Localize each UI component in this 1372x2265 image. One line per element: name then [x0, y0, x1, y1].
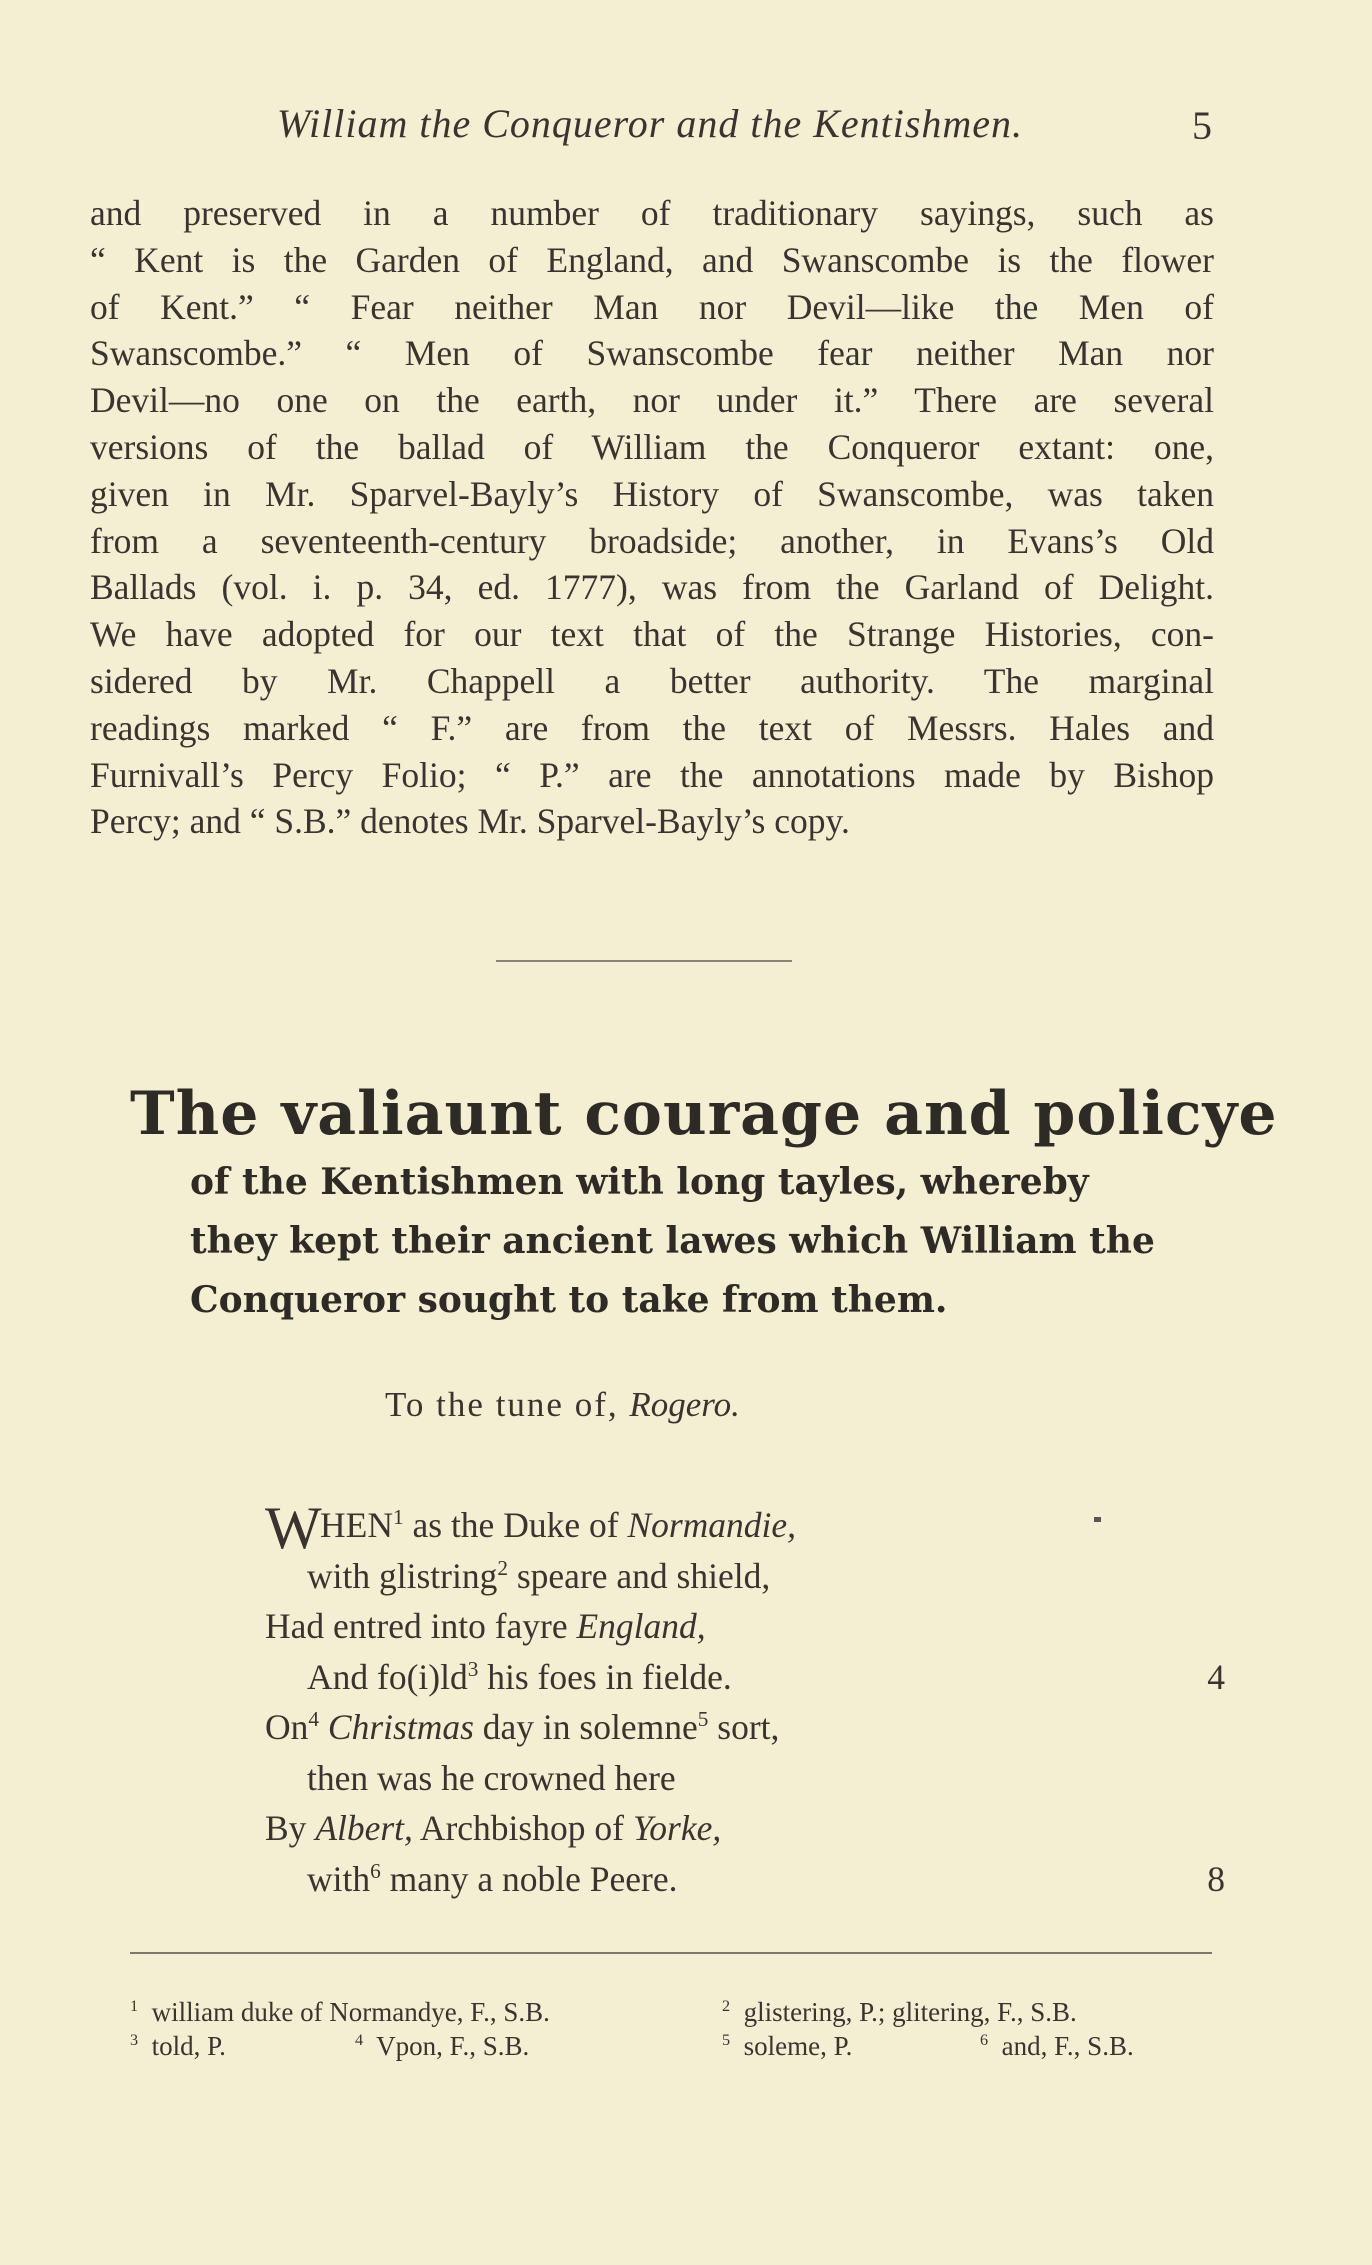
- footnote-ref: 4: [308, 1707, 320, 1732]
- ballad-title-line: The valiaunt courage and policye: [130, 1079, 1278, 1149]
- verse-text: as the Duke of: [403, 1505, 628, 1545]
- footnote-mark: 2: [722, 1997, 731, 2015]
- footnote-text: Vpon, F., S.B.: [376, 2031, 530, 2061]
- footnote-rule: [130, 1952, 1212, 1954]
- footnote: [980, 2029, 1134, 2063]
- footnote: [130, 2029, 226, 2063]
- verse-place: Normandie,: [627, 1505, 797, 1545]
- intro-line: Percy; and “ S.B.” denotes Mr. Sparvel-Bayly’s copy.: [90, 801, 850, 842]
- footnote-text: glistering, P.; glitering, F., S.B.: [743, 1997, 1077, 2027]
- ballad-title: [130, 1075, 1278, 1330]
- footnote: [722, 2029, 852, 2063]
- verse-line: [265, 1854, 1225, 1905]
- footnote-text: soleme, P.: [743, 2031, 853, 2061]
- verse-line: [265, 1803, 1225, 1854]
- ballad-title-line: they kept their ancient lawes which William the: [190, 1220, 1155, 1262]
- footnote-text: william duke of Normandye, F., S.B.: [151, 1997, 550, 2027]
- footnote-ref: 6: [370, 1858, 381, 1883]
- footnote: [130, 1995, 550, 2029]
- footnote: [722, 1995, 1077, 2029]
- verse-text: By: [265, 1808, 316, 1848]
- verse-stanza: [265, 1495, 1225, 1904]
- intro-line: sidered by Mr. Chappell a better authority. The marginal: [90, 660, 1214, 701]
- verse-text: with: [307, 1858, 371, 1899]
- verse-line: [265, 1551, 1225, 1602]
- verse-text: And fo(i)ld: [307, 1656, 468, 1697]
- line-number: 8: [1207, 1858, 1225, 1899]
- line-number: 4: [1207, 1656, 1225, 1697]
- intro-line: We have adopted for our text that of the Strange Histories, con-: [90, 614, 1214, 655]
- tune-prefix: To the tune of,: [385, 1385, 619, 1424]
- verse-text: Had entred into fayre: [265, 1606, 577, 1646]
- intro-line: of Kent.” “ Fear neither Man nor Devil—like the Men of: [90, 286, 1214, 327]
- ballad-title-line: Conqueror sought to take from them.: [190, 1279, 948, 1321]
- verse-text: Archbishop of: [412, 1808, 633, 1848]
- footnote-ref: 5: [697, 1707, 709, 1732]
- verse-line: [265, 1702, 1225, 1753]
- intro-line: Ballads (vol. i. p. 34, ed. 1777), was from the Garland of Delight.: [90, 567, 1214, 608]
- verse-line: [265, 1652, 1225, 1703]
- footnote: [355, 2029, 529, 2063]
- intro-line: “ Kent is the Garden of England, and Swanscombe is the flower: [90, 239, 1214, 280]
- verse-text: sort,: [708, 1707, 780, 1747]
- verse-place: Yorke,: [632, 1808, 722, 1848]
- intro-line: versions of the ballad of William the Conqueror extant: one,: [90, 426, 1214, 467]
- verse-text: his foes in fielde.: [478, 1656, 732, 1697]
- intro-paragraph: [90, 190, 1214, 845]
- verse-place: England,: [576, 1606, 706, 1646]
- verse-line: [265, 1495, 1225, 1561]
- drop-cap: W: [265, 1495, 322, 1561]
- intro-line: Furnivall’s Percy Folio; “ P.” are the annotations made by Bishop: [90, 754, 1214, 795]
- verse-text: HEN: [320, 1505, 393, 1545]
- footnote-mark: 6: [980, 2031, 989, 2049]
- intro-line: Swanscombe.” “ Men of Swanscombe fear neither Man nor: [90, 333, 1214, 374]
- footnote-ref: 3: [467, 1656, 479, 1681]
- verse-line: [265, 1601, 1225, 1652]
- intro-line: readings marked “ F.” are from the text of Messrs. Hales and: [90, 707, 1214, 748]
- tune-line: [385, 1385, 740, 1425]
- verse-text: On: [265, 1707, 309, 1747]
- footnote-mark: 4: [355, 2031, 364, 2049]
- verse-name: Albert,: [315, 1808, 413, 1848]
- verse-text: day in solemne: [473, 1707, 698, 1747]
- verse-text: then was he crowned here: [307, 1757, 676, 1798]
- intro-line: Devil—no one on the earth, nor under it.” There are several: [90, 380, 1214, 421]
- footnote-mark: 1: [130, 1997, 139, 2015]
- intro-line: given in Mr. Sparvel-Bayly’s History of Swanscombe, was taken: [90, 473, 1214, 514]
- running-head: [0, 100, 1372, 160]
- verse-text: speare and shield,: [507, 1555, 771, 1596]
- verse-line: [265, 1753, 1225, 1804]
- footnote-mark: 3: [130, 2031, 139, 2049]
- footnote-mark: 5: [722, 2031, 731, 2049]
- page-number: 5: [1192, 103, 1212, 148]
- ballad-title-line: of the Kentishmen with long tayles, whereby: [190, 1161, 1089, 1203]
- verse-text: many a noble Peere.: [380, 1858, 678, 1899]
- intro-line: and preserved in a number of traditionary sayings, such as: [90, 193, 1214, 233]
- tune-name: Rogero.: [629, 1385, 740, 1424]
- intro-line: from a seventeenth-century broadside; another, in Evans’s Old: [90, 520, 1214, 561]
- footnote-ref: 2: [497, 1555, 508, 1580]
- footnote-ref: 1: [392, 1505, 404, 1530]
- verse-text: with glistring: [307, 1555, 498, 1596]
- running-title: William the Conqueror and the Kentishmen.: [276, 101, 1024, 146]
- section-divider: [496, 960, 792, 962]
- verse-place: Christmas: [319, 1707, 474, 1747]
- footnote-text: and, F., S.B.: [1001, 2031, 1134, 2061]
- footnote-text: told, P.: [151, 2031, 226, 2061]
